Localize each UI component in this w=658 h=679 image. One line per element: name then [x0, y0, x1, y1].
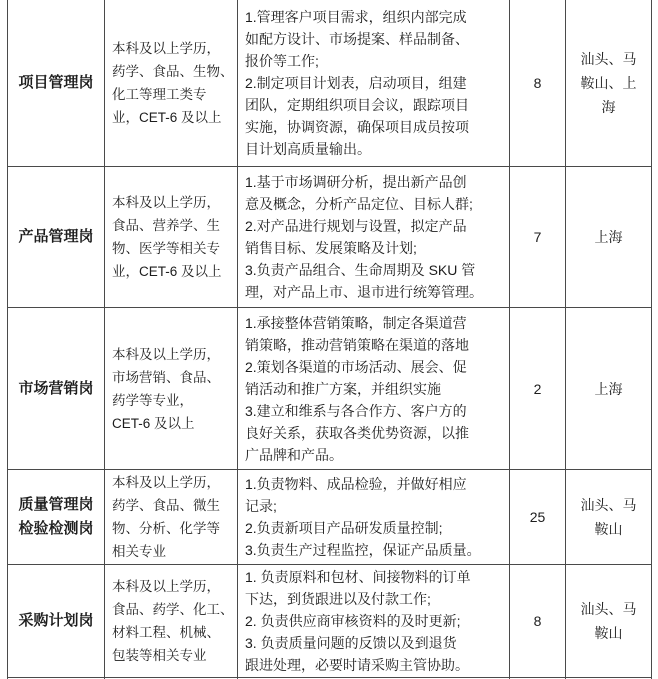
- qualification-cell: 本科及以上学历， 药学、食品、微生 物、分析、化学等 相关专业: [105, 470, 238, 565]
- table-row: [8, 470, 652, 565]
- position-cell: 质量管理岗 检验检测岗: [8, 470, 105, 565]
- position-cell: 产品管理岗: [8, 167, 105, 308]
- qualification-cell: 本科及以上学历， 食品、营养学、生 物、医学等相关专 业，CET-6 及以上: [105, 167, 238, 308]
- table-row: [8, 167, 652, 308]
- location-cell: 上海: [566, 308, 652, 470]
- location-cell: 上海: [566, 167, 652, 308]
- duties-cell: 1.管理客户项目需求，组织内部完成 如配方设计、市场提案、样品制备、 报价等工作; 2.制定项目计划表，启动项目，组建 团队，定期组织项目会议，跟踪项目 实施，协调资源，确保项目成员按项 目计划高质量输出。: [238, 0, 510, 167]
- table-row: [8, 565, 652, 678]
- headcount-cell: 7: [510, 167, 566, 308]
- location-cell: 汕头、马 鞍山、上 海: [566, 0, 652, 167]
- table-row: [8, 0, 652, 167]
- qualification-cell: 本科及以上学历， 食品、药学、化工、 材料工程、机械、 包装等相关专业: [105, 565, 238, 678]
- location-cell: 汕头、马 鞍山: [566, 565, 652, 678]
- location-cell: 汕头、马 鞍山: [566, 470, 652, 565]
- duties-cell: 1.负责物料、成品检验，并做好相应 记录; 2.负责新项目产品研发质量控制; 3.负责生产过程监控，保证产品质量。: [238, 470, 510, 565]
- table-row: [8, 308, 652, 470]
- position-cell: 市场营销岗: [8, 308, 105, 470]
- duties-cell: 1. 负责原料和包材、间接物料的订单 下达，到货跟进以及付款工作; 2. 负责供应商审核资料的及时更新; 3. 负责质量问题的反馈以及到退货 跟进处理，必要时请采购主管协助。: [238, 565, 510, 678]
- headcount-cell: 8: [510, 0, 566, 167]
- duties-cell: 1.承接整体营销策略，制定各渠道营 销策略，推动营销策略在渠道的落地 2.策划各渠道的市场活动、展会、促 销活动和推广方案，并组织实施 3.建立和维系与各合作方、客户方的 良好关系，获取各类优势资源，以推 广品牌和产品。: [238, 308, 510, 470]
- headcount-cell: 8: [510, 565, 566, 678]
- recruitment-table: [7, 0, 652, 679]
- qualification-cell: 本科及以上学历， 市场营销、食品、 药学等专业， CET-6 及以上: [105, 308, 238, 470]
- headcount-cell: 25: [510, 470, 566, 565]
- position-cell: 项目管理岗: [8, 0, 105, 167]
- duties-cell: 1.基于市场调研分析，提出新产品创 意及概念，分析产品定位、目标人群; 2.对产品进行规划与设置，拟定产品 销售目标、发展策略及计划; 3.负责产品组合、生命周期及 SKU 管 理，对产品上市、退市进行统筹管理。: [238, 167, 510, 308]
- headcount-cell: 2: [510, 308, 566, 470]
- position-cell: 采购计划岗: [8, 565, 105, 678]
- qualification-cell: 本科及以上学历， 药学、食品、生物、 化工等理工类专 业，CET-6 及以上: [105, 0, 238, 167]
